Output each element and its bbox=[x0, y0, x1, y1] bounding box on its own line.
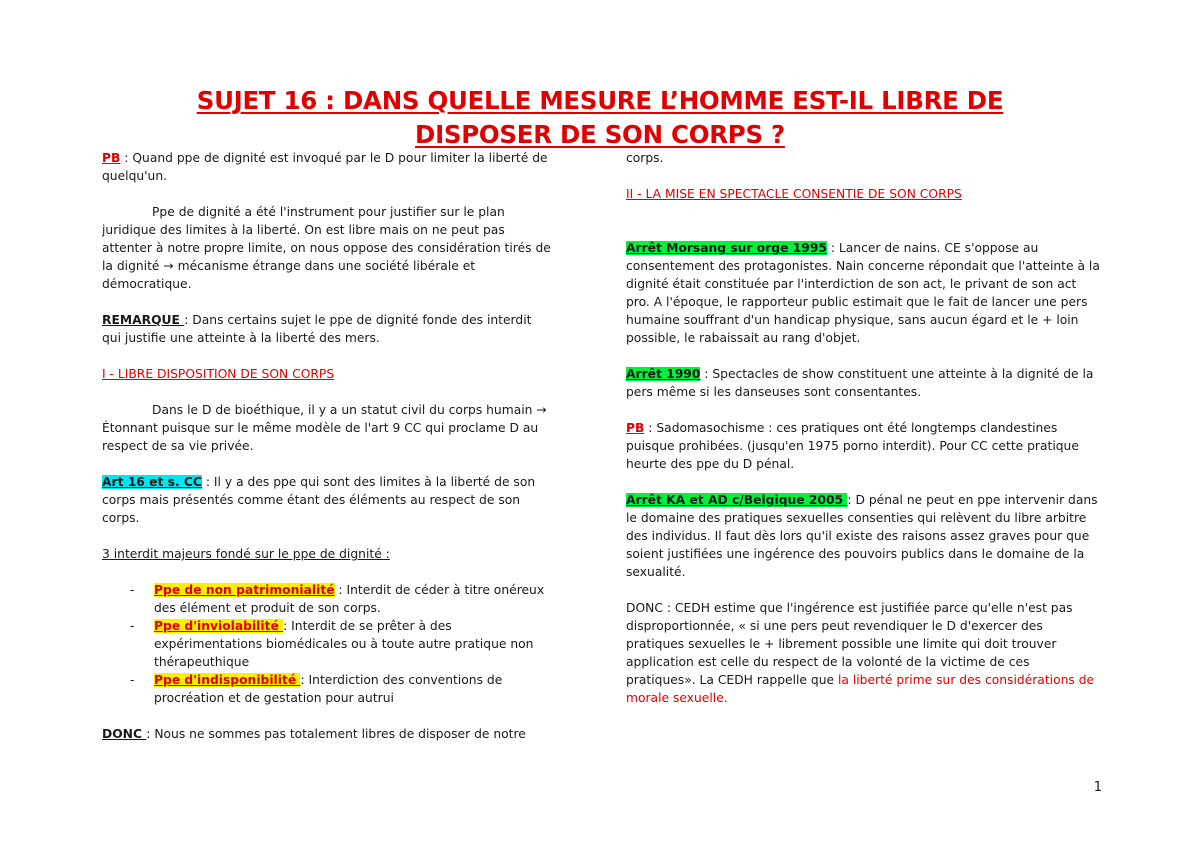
pb-paragraph bbox=[102, 149, 554, 185]
arret-1990-paragraph bbox=[626, 365, 1100, 401]
list-item bbox=[102, 671, 554, 707]
interdit-label: Ppe d'inviolabilité bbox=[154, 619, 284, 633]
remarque-text: : Dans certains sujet le ppe de dignité fonde des interdit qui justifie une atteinte à la liberté des mers. bbox=[102, 313, 532, 345]
pb-sado-paragraph bbox=[626, 419, 1100, 473]
art16-label: Art 16 et s. CC bbox=[102, 475, 202, 489]
right-column bbox=[626, 149, 1100, 707]
pb-text: : Quand ppe de dignité est invoqué par le D pour limiter la liberté de quelqu'un. bbox=[102, 151, 548, 183]
remarque-label: REMARQUE bbox=[102, 313, 185, 327]
title-line-2: DISPOSER DE SON CORPS ? bbox=[415, 120, 785, 149]
art16-text: : Il y a des ppe qui sont des limites à la liberté de son corps mais présentés comme étant des éléments au respect de son corps. bbox=[102, 475, 536, 525]
donc-cedh-red-text: la liberté prime sur des considérations de morale sexuelle. bbox=[626, 673, 1095, 705]
document-title bbox=[80, 84, 1120, 152]
continuation-text: corps. bbox=[626, 151, 664, 165]
interdits-heading: 3 interdit majeurs fondé sur le ppe de dignité : bbox=[102, 547, 390, 561]
donc-paragraph bbox=[102, 725, 554, 743]
pb-sado-label: PB bbox=[626, 421, 645, 435]
interdit-label: Ppe de non patrimonialité bbox=[154, 583, 335, 597]
title-line-1: SUJET 16 : DANS QUELLE MESURE L’HOMME EST-IL LIBRE DE bbox=[196, 86, 1004, 115]
donc-cedh-paragraph bbox=[626, 599, 1100, 707]
arret-ka-paragraph bbox=[626, 491, 1100, 581]
interdit-text: : Interdiction des conventions de procréation et de gestation pour autrui bbox=[154, 673, 503, 705]
arret-1990-label: Arrêt 1990 bbox=[626, 367, 701, 381]
left-column bbox=[102, 149, 554, 743]
list-item bbox=[102, 617, 554, 671]
bioethics-paragraph: Dans le D de bioéthique, il y a un statut civil du corps humain → Étonnant puisque sur le même modèle de l'art 9 CC qui proclame D au respect de sa vie privée. bbox=[102, 403, 547, 453]
interdit-text: : Interdit de céder à titre onéreux des élément et produit de son corps. bbox=[154, 583, 545, 615]
remarque-paragraph bbox=[102, 311, 554, 347]
interdits-list bbox=[102, 581, 554, 707]
art16-paragraph bbox=[102, 473, 554, 527]
section-2-heading: II - LA MISE EN SPECTACLE CONSENTIE DE SON CORPS bbox=[626, 187, 962, 201]
donc-label: DONC bbox=[102, 727, 147, 741]
arret-morsang-paragraph bbox=[626, 239, 1100, 347]
pb-sado-text: : Sadomasochisme : ces pratiques ont été longtemps clandestines puisque prohibées. (jusqu'en 1975 porno interdit). Pour CC cette pratique heurte des ppe du D pénal. bbox=[626, 421, 1079, 471]
arret-1990-text: : Spectacles de show constituent une atteinte à la dignité de la pers même si les danseuses sont consentantes. bbox=[626, 367, 1094, 399]
pb-label: PB bbox=[102, 151, 121, 165]
donc-text: : Nous ne sommes pas totalement libres de disposer de notre bbox=[146, 727, 526, 741]
arret-ka-label: Arrêt KA et AD c/Belgique 2005 bbox=[626, 493, 848, 507]
interdit-text: : Interdit de se prêter à des expérimentations biomédicales ou à toute autre pratique non thérapeuthique bbox=[154, 619, 534, 669]
page-number: 1 bbox=[1093, 780, 1102, 795]
section-1-heading: I - LIBRE DISPOSITION DE SON CORPS bbox=[102, 367, 335, 381]
interdit-label: Ppe d'indisponibilité bbox=[154, 673, 301, 687]
list-item bbox=[102, 581, 554, 617]
donc-cedh-text: DONC : CEDH estime que l'ingérence est justifiée parce qu'elle n'est pas disproportionnée, « si une pers peut revendiquer le D d'exercer des pratiques sexuelles le + librement possible une limite qui doit trouver application est celle du respect de la volonté de la victime de ces pratiques». La CEDH rappelle que bbox=[626, 601, 1073, 687]
arret-morsang-label: Arrêt Morsang sur orge 1995 bbox=[626, 241, 827, 255]
arret-morsang-text: : Lancer de nains. CE s'oppose au consentement des protagonistes. Nain concerne répondait que l'atteinte à la dignité était constituée par l'interdiction de son act, le privant de son act pro. A l'époque, le rapporteur public estimait que le fait de lancer une pers humaine souffrant d'un handicap physique, sans aucun égard et le + loin possible, le rabaissait au rang d'objet. bbox=[626, 241, 1100, 345]
dignity-paragraph: Ppe de dignité a été l'instrument pour justifier sur le plan juridique des limites à la liberté. On est libre mais on ne peut pas attenter à notre propre limite, on nous oppose des considération tirés de la dignité → mécanisme étrange dans une société libérale et démocratique. bbox=[102, 205, 551, 291]
arret-ka-text: : D pénal ne peut en ppe intervenir dans le domaine des pratiques sexuelles consenties qui relèvent du libre arbitre des individus. Il faut dès lors qu'il existe des raisons assez graves pour que soient justifiées une ingérence des pouvoirs publics dans le domaine de la sexualité. bbox=[626, 493, 1098, 579]
